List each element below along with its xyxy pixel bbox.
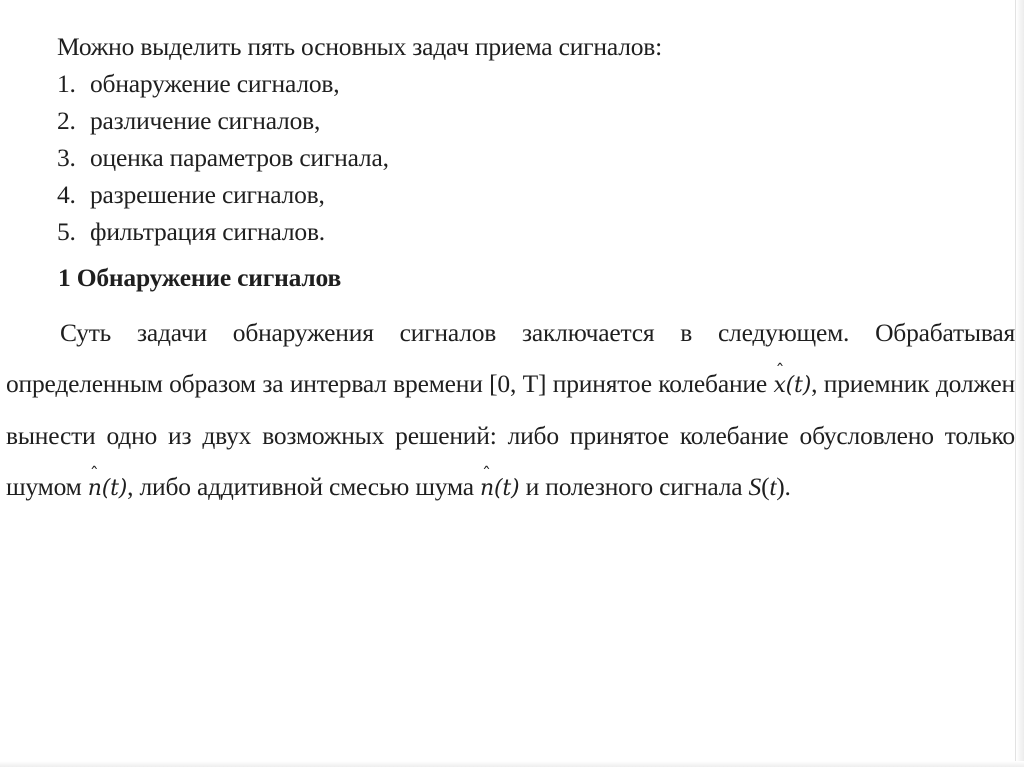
list-text: оценка параметров сигнала, [90,143,389,172]
slide-right-edge [1015,0,1024,767]
math-n-argument-second: (t) [494,475,520,501]
math-x-argument: (t) [785,372,812,398]
signal-argument-t: t [769,471,777,501]
math-n-hat-t-second [480,476,519,501]
list-text: разрешение сигналов, [90,180,325,209]
paragraph-text-2: , приемник должен вынести одно из двух возможных решений: либо принятое колебание обусловлено только шумом [6,368,1015,501]
list-number: 2. [57,106,76,135]
list-item [57,102,817,139]
math-x-hat: ˆ x [773,361,785,412]
paragraph-text-1: Суть задачи обнаружения сигналов заключается в следующем. Обрабатывая определенным образом за интервал времени [0, T] принятое колебание [6,318,1015,398]
signal-paren-close: ). [776,471,791,501]
list-item [57,65,817,102]
math-n-argument: (t) [101,475,128,501]
list-number: 5. [57,217,76,246]
signal-symbol-s: S [748,471,762,501]
list-number: 4. [57,180,76,209]
paragraph-text-3: , либо аддитивной смесью шума [127,471,481,501]
body-paragraph [6,308,1015,514]
task-list [57,65,817,250]
intro-lead: Можно выделить пять основных задач приема сигналов: [57,32,662,61]
list-number: 3. [57,143,76,172]
list-item [57,213,817,250]
math-n-hat-second: ˆ n [480,464,494,515]
list-number: 1. [57,69,76,98]
list-text: различение сигналов, [90,106,321,135]
signal-paren-open: ( [761,471,770,501]
list-text: фильтрация сигналов. [90,217,325,246]
math-n-hat-t [88,476,127,501]
section-heading: 1 Обнаружение сигналов [58,263,342,292]
math-x-hat-t [773,373,811,398]
slide-bottom-edge [0,761,1024,767]
list-item [57,139,817,176]
paragraph-text-4: и полезного сигнала [519,471,749,501]
list-item [57,176,817,213]
task-list-block [57,28,817,250]
list-text: обнаружение сигналов, [90,69,340,98]
math-n-hat: ˆ n [88,464,102,515]
